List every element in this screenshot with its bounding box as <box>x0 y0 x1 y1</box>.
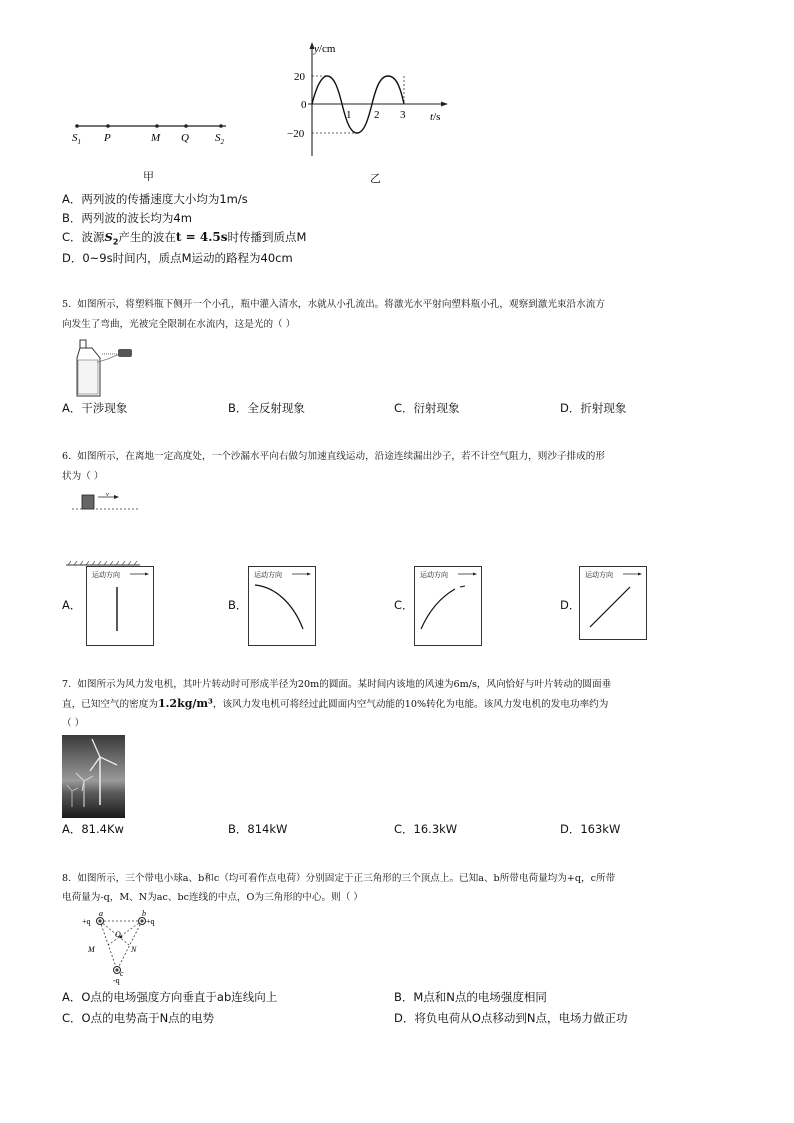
q5-line1: 如图所示，将塑料瓶下侧开一个小孔，瓶中灌入清水，水就从小孔流出。将激光水平射向塑料瓶小孔，观察到激光束沿水流方 <box>77 299 605 310</box>
q8-charge-left: +q <box>82 917 91 926</box>
q7-wind-turbine-photo <box>62 735 125 818</box>
point-label-s2: $S_2$ <box>215 132 224 146</box>
q5-stem <box>62 296 742 333</box>
q6-box-label-d: 运动方向 <box>585 571 613 579</box>
q6-line1: 如图所示，在离地一定高度处，一个沙漏水平向右做匀加速直线运动，沿途连续漏出沙子，若不计空气阻力，则沙子排成的形 <box>77 451 605 462</box>
q4-option-b: B．两列波的波长均为4m <box>62 211 192 225</box>
q7-line3: （ ） <box>62 718 85 729</box>
point-label-q: Q <box>181 132 189 144</box>
point-label-s1: $S_1$ <box>72 132 81 146</box>
q5-option-b: B．全反射现象 <box>228 401 305 415</box>
q8-charge-right: +q <box>146 917 155 926</box>
q6-ground-line <box>66 552 140 560</box>
q8-label-a: a <box>99 910 103 918</box>
q6-number: 6. <box>62 451 72 462</box>
q8-triangle-figure <box>66 910 166 986</box>
q7-option-c: C．16.3kW <box>394 822 458 836</box>
point-label-m: M <box>151 132 161 144</box>
q6-line2: 状为（ ） <box>62 471 104 482</box>
point-label-p: P <box>104 132 111 144</box>
tick-t-1: 1 <box>346 109 352 121</box>
tick-y-neg20: −20 <box>287 128 305 140</box>
q7-option-b: B．814kW <box>228 822 288 836</box>
q8-option-d: D．将负电荷从O点移动到N点，电场力做正功 <box>394 1011 628 1025</box>
q6-option-b-label: B． <box>228 598 248 612</box>
q4-c-tail: 时传播到质点M <box>227 230 307 244</box>
q7-line2b: ，该风力发电机可将经过此圆面内空气动能的10%转化为电能。该风力发电机的发电功率约为 <box>212 699 609 710</box>
q6-option-a-box <box>86 566 154 646</box>
q6-box-label-c: 运动方向 <box>420 571 448 579</box>
q4-option-c-prefix: C．波源 <box>62 230 105 244</box>
label-jia: 甲 <box>143 171 154 183</box>
q8-line2: 电荷量为-q，M、N为ac、bc连线的中点，O为三角形的中心。则（ ） <box>62 892 363 903</box>
tick-t-2: 2 <box>374 109 380 121</box>
q8-stem <box>62 870 752 906</box>
q6-option-a-label: A． <box>62 598 82 612</box>
tick-y-0: 0 <box>301 99 307 111</box>
axis-label-t: t/s <box>430 111 441 123</box>
q7-line1: 如图所示为风力发电机，其叶片转动时可形成半径为20m的圆面。某时间内该地的风速为6m/s，风向恰好与叶片转动的圆面垂 <box>77 679 612 690</box>
q5-option-c: C．衍射现象 <box>394 401 460 415</box>
q8-option-c: C．O点的电势高于N点的电势 <box>62 1011 215 1025</box>
q8-label-m: M <box>88 945 95 954</box>
q4-s2-symbol: S <box>104 230 113 244</box>
q6-option-b-box <box>248 566 316 646</box>
q7-option-d: D．163kW <box>560 822 621 836</box>
q6-box-label-a: 运动方向 <box>92 571 120 579</box>
q7-number: 7. <box>62 679 72 690</box>
q6-option-d-box <box>579 566 647 640</box>
axis-label-y: y/cm <box>314 43 336 55</box>
q7-stem <box>62 676 752 732</box>
q4-c-mid: 产生的波在 <box>118 230 176 244</box>
q8-label-c: c <box>120 969 124 978</box>
q8-label-b: b <box>142 910 146 918</box>
q8-number: 8. <box>62 873 72 884</box>
q5-number: 5. <box>62 299 72 310</box>
wave-graph <box>280 38 450 163</box>
figure-yi-graph <box>280 38 450 163</box>
q6-box-label-b: 运动方向 <box>254 571 282 579</box>
q5-option-a: A．干涉现象 <box>62 401 128 415</box>
q8-label-o: O <box>115 930 121 939</box>
q8-charge-bottom: -q <box>113 976 120 985</box>
tick-y-20: 20 <box>294 71 305 83</box>
q6-v-label: v <box>106 492 109 498</box>
q7-line2a: 直，已知空气的密度为 <box>62 699 158 710</box>
q5-option-d: D．折射现象 <box>560 401 627 415</box>
q7-option-a: A．81.4Kw <box>62 822 124 836</box>
label-yi: 乙 <box>370 173 381 185</box>
q7-density: 1.2kg/m³ <box>157 697 213 710</box>
q8-label-n: N <box>131 945 137 954</box>
q6-stem <box>62 448 742 485</box>
q8-option-b: B．M点和N点的电场强度相同 <box>394 990 547 1004</box>
q4-option-d: D．0~9s时间内，质点M运动的路程为40cm <box>62 251 293 265</box>
q6-option-c-label: C． <box>394 598 414 612</box>
tick-t-3: 3 <box>400 109 406 121</box>
q6-option-c-box <box>414 566 482 646</box>
q8-line1: 如图所示，三个带电小球a、b和c（均可看作点电荷）分别固定于正三角形的三个顶点上。已知a、b所带电荷量均为+q，c所带 <box>77 873 616 884</box>
q4-option-c <box>62 230 306 249</box>
q6-option-d-label: D． <box>560 598 581 612</box>
q8-option-a: A．O点的电场强度方向垂直于ab连线向上 <box>62 990 278 1004</box>
q4-t-expr: t = 4.5s <box>175 230 228 244</box>
q4-option-a: A．两列波的传播速度大小均为1m/s <box>62 192 248 206</box>
q5-bottle-figure <box>70 334 140 398</box>
q6-sandglass-figure <box>70 490 140 514</box>
q4-s2-sub: 2 <box>112 237 119 247</box>
q5-line2: 向发生了弯曲，光被完全限制在水流内，这是光的（ ） <box>62 319 296 330</box>
